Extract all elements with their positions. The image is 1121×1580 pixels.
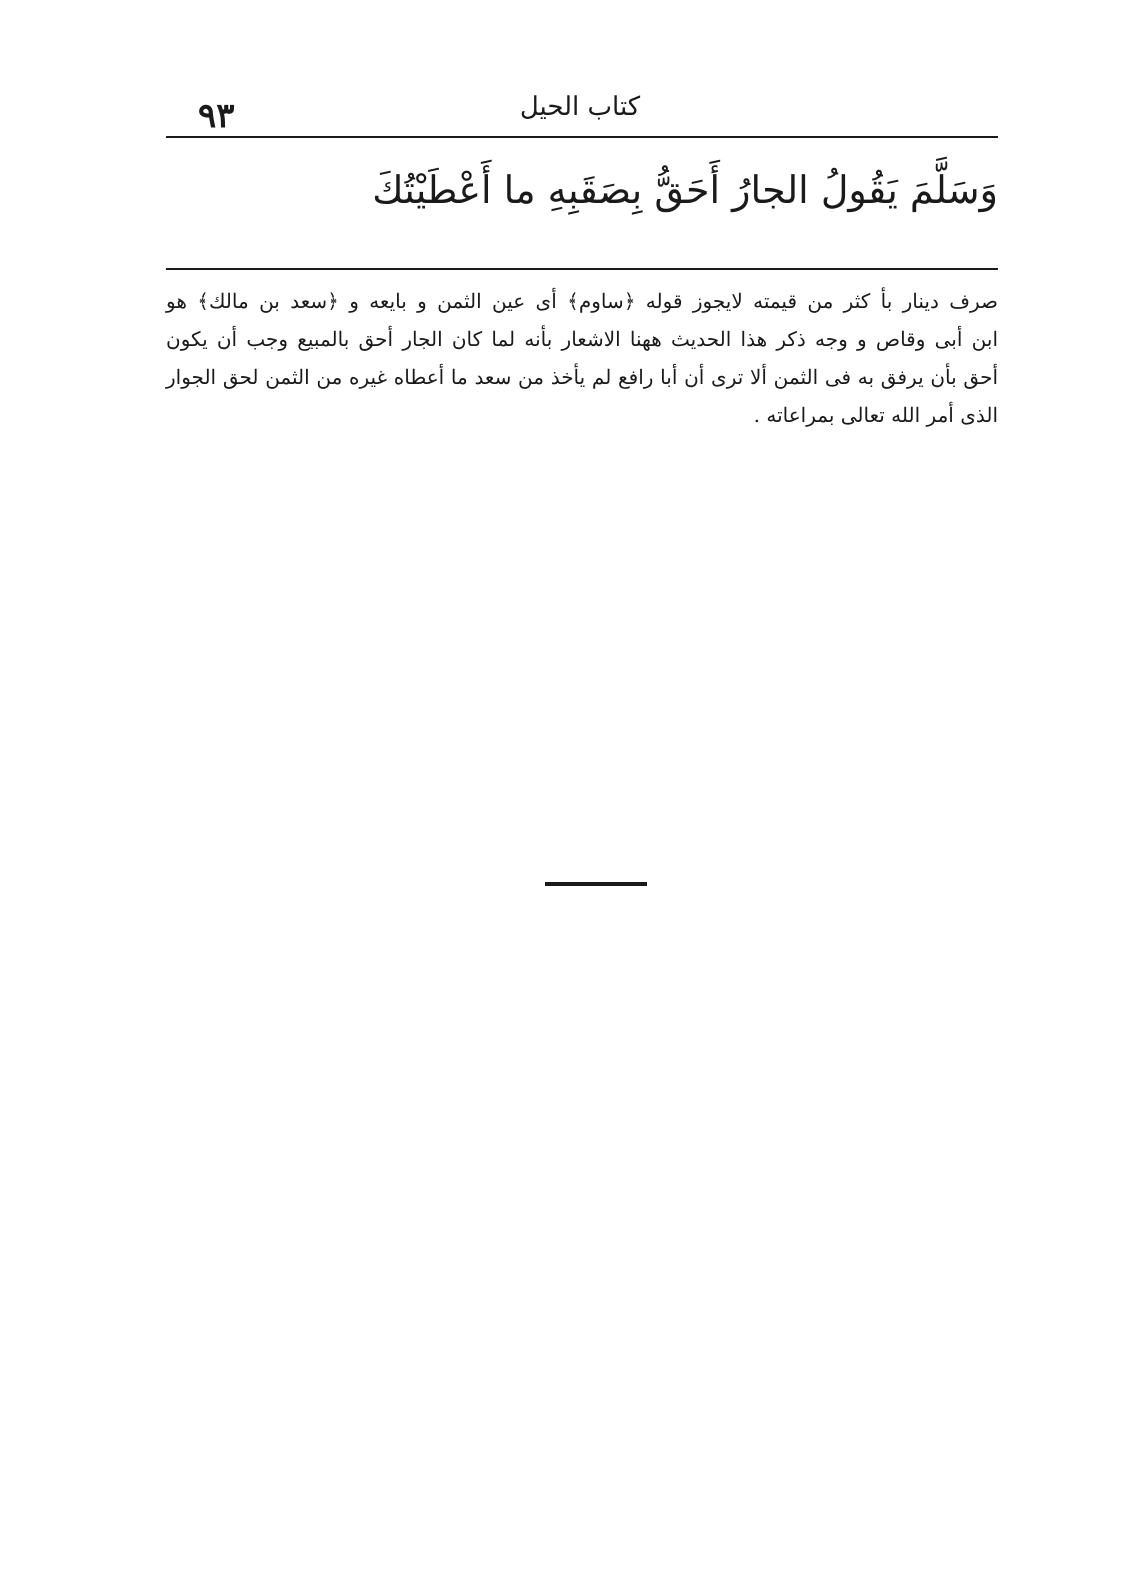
hadith-text: وَسَلَّمَ يَقُولُ الجارُ أَحَقُّ بِصَقَبِهِ ما أَعْطَيْتُكَ: [372, 168, 998, 212]
commentary-block: [166, 282, 998, 434]
commentary-line: أحق بأن يرفق به فى الثمن ألا ترى أن أبا رافع لم يأخذ من سعد ما أعطاه غيره من الثمن لحق الجوار: [166, 365, 998, 389]
page-number: ٩٣: [198, 96, 235, 136]
end-of-section-rule: [545, 882, 647, 886]
header-rule: [166, 136, 998, 138]
commentary-line: الذى أمر الله تعالى بمراعاته .: [753, 403, 998, 427]
running-title: كتاب الحيل: [519, 92, 641, 122]
commentary-line: ابن أبى وقاص و وجه ذكر هذا الحديث ههنا الاشعار بأنه لما كان الجار أحق بالمبيع وجب أن يكون: [166, 327, 998, 351]
commentary-separator-rule: [166, 268, 998, 270]
commentary-line: صرف دينار بأ كثر من قيمته لايجوز قوله ﴿ساوم﴾ أى عين الثمن و بايعه و ﴿سعد بن مالك﴾ هو: [166, 289, 998, 313]
